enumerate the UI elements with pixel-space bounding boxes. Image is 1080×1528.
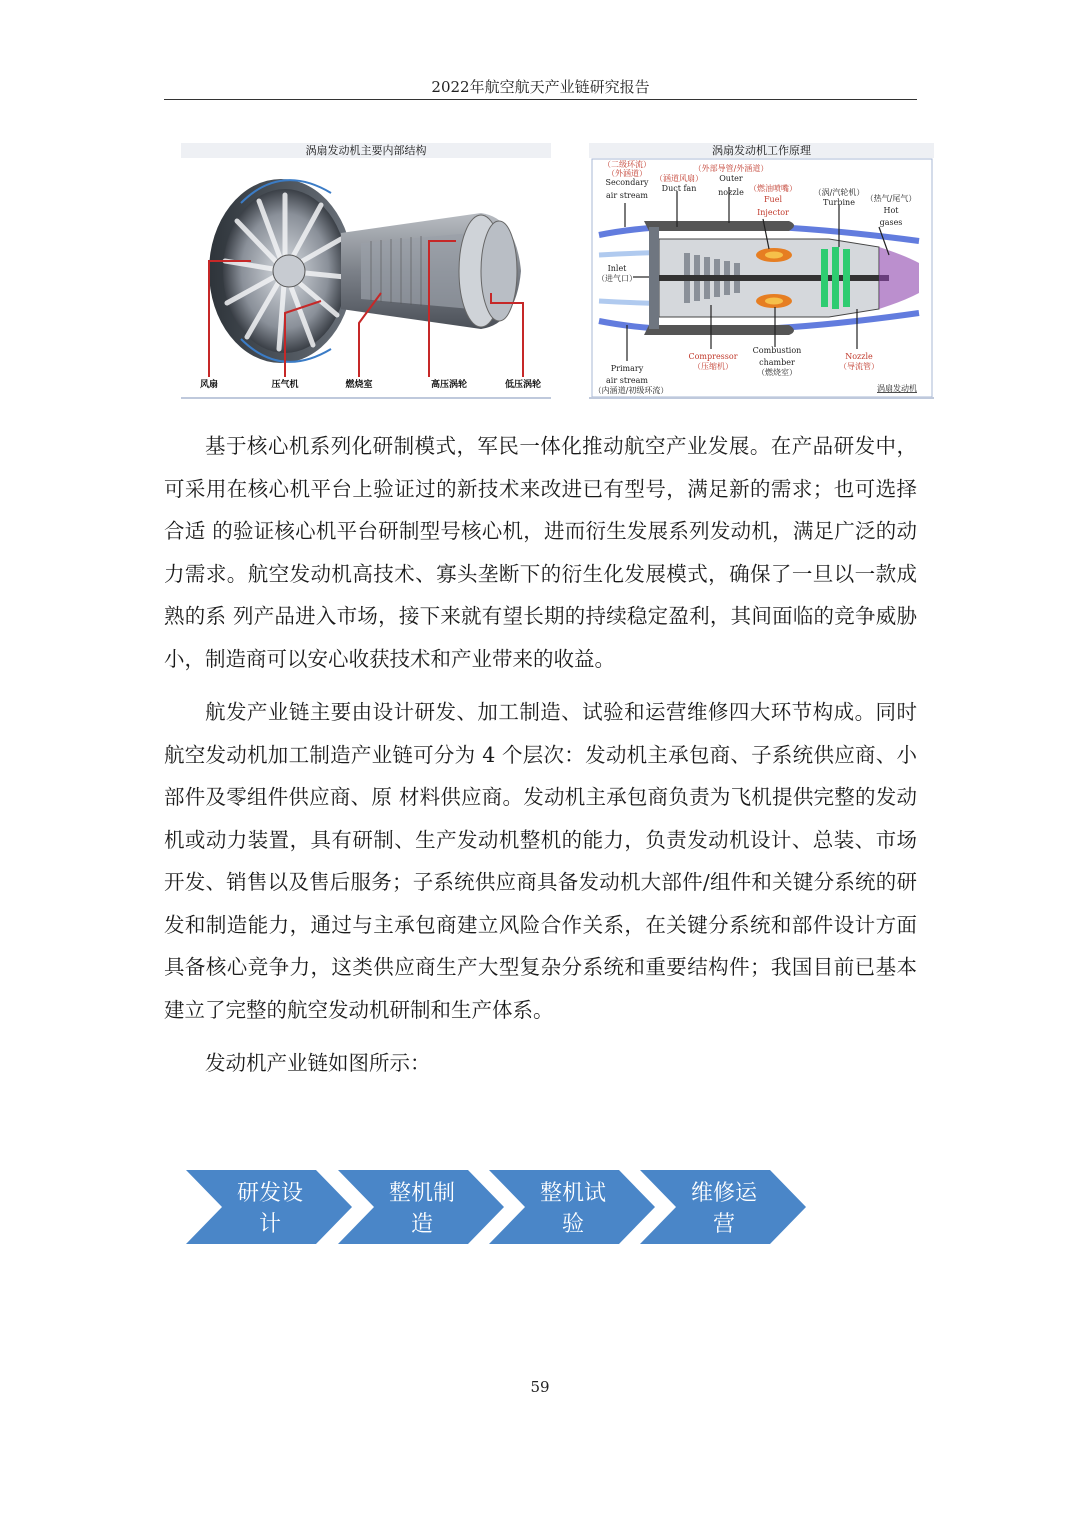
chain-step-3-line2: 验 bbox=[561, 1212, 585, 1237]
label-combustor: 燃烧室 bbox=[345, 380, 373, 390]
chain-step-1-line1: 研发设 bbox=[236, 1181, 304, 1206]
engine-principle-figure bbox=[589, 143, 934, 399]
paragraph-3: 发动机产业链如图所示： bbox=[205, 1051, 431, 1075]
combustion-cn: （燃烧室） bbox=[757, 368, 797, 377]
fuel-en1: Fuel bbox=[764, 195, 782, 204]
duct-en: Duct fan bbox=[661, 184, 697, 193]
turbine-cn: （涡/汽轮机） bbox=[813, 188, 865, 197]
inlet-cn: （进气口） bbox=[597, 274, 637, 283]
page-number: 59 bbox=[530, 1378, 550, 1396]
chain-step-3 bbox=[489, 1170, 655, 1244]
duct-cn: （涵道风扇） bbox=[655, 174, 703, 183]
nozzle2-en: Nozzle bbox=[845, 352, 873, 361]
secondary-en1: Secondary bbox=[605, 178, 649, 187]
figure-right-rule bbox=[589, 397, 934, 399]
outer-cn: （外部导管/外涵道） bbox=[693, 164, 769, 173]
chain-step-1-line2: 计 bbox=[258, 1212, 282, 1237]
nozzle2-cn: （导流管） bbox=[839, 362, 879, 371]
paragraph-2: 航发产业链主要由设计研发、加工制造、试验和运营维修四大环节构成。同时航空发动机加工制造产业链可分为 4 个层次：发动机主承包商、子系统供应商、小部件及零组件供应商、原 材料供应商。发动机主承包商负责为飞机提供完整的发动机或动力装置，具有研制、生产发动机整机的能力，负责发动机设计、总装、市场开发、销售以及售后服务；子系统供应商具备发动机大部件/组件和关键分系统的研发和制造能力，通过与主承包商建立风险合作关系，在关键分系统和部件设计方面具备核心竞争力，这类供应商生产大型复杂分系统和重要结构件；我国目前已基本建立了完整的航空发动机研制和生产体系。 bbox=[164, 700, 917, 1022]
fuel-en2: Injector bbox=[757, 208, 789, 217]
secondary-en2: air stream bbox=[606, 191, 648, 200]
fuel-cn: （燃油喷嘴） bbox=[749, 184, 797, 193]
compressor-en: Compressor bbox=[688, 352, 738, 361]
engine-structure-figure bbox=[181, 143, 551, 399]
outer-en: Outer bbox=[719, 174, 743, 183]
compressor-cn: （压缩机） bbox=[693, 362, 733, 371]
chain-step-4-line2: 营 bbox=[712, 1212, 736, 1237]
page-header: 2022年航空航天产业链研究报告 bbox=[431, 78, 650, 96]
engine-structure-illustration bbox=[181, 143, 551, 399]
paragraph-1: 基于核心机系列化研制模式，军民一体化推动航空产业发展。在产品研发中，可采用在核心机平台上验证过的新技术来改进已有型号，满足新的需求；也可选择合适 的验证核心机平台研制型号核心机，进而衍生发展系列发动机，满足广泛的动力需求。航空发动机高技术、寡头垄断下的衍生化发展模式，确保了一旦以一款成熟的系 列产品进入市场，接下来就有望长期的持续稳定盈利，其间面临的竞争威胁小，制造商可以安心收获技术和产业带来的收益。 bbox=[164, 434, 917, 671]
hot-en2: gases bbox=[879, 218, 903, 227]
engine-principle-diagram bbox=[589, 143, 934, 399]
combustion-en2: chamber bbox=[759, 358, 795, 367]
label-hp-turbine: 高压涡轮 bbox=[430, 380, 468, 390]
label-compressor: 压气机 bbox=[271, 380, 299, 390]
nozzle-en: nozzle bbox=[718, 188, 744, 197]
hot-en1: Hot bbox=[883, 206, 899, 215]
label-lp-turbine: 低压涡轮 bbox=[504, 380, 542, 390]
primary-en1: Primary bbox=[610, 364, 644, 373]
label-fan: 风扇 bbox=[199, 380, 219, 390]
chain-step-3-line1: 整机试 bbox=[539, 1181, 607, 1206]
turbine-en: Turbine bbox=[823, 198, 855, 207]
principle-caption: 涡扇发动机 bbox=[877, 384, 917, 393]
secondary-cn: （二级环流） bbox=[603, 160, 651, 169]
chain-step-2-line2: 造 bbox=[410, 1212, 434, 1237]
chain-step-1 bbox=[186, 1170, 352, 1244]
chain-step-4 bbox=[640, 1170, 806, 1244]
engine-principle-title: 涡扇发动机工作原理 bbox=[589, 143, 934, 158]
hot-cn: （热气/尾气） bbox=[865, 194, 917, 203]
primary-cn: （内涵道/初级环流） bbox=[593, 386, 669, 395]
primary-en2: air stream bbox=[606, 376, 648, 385]
header-rule bbox=[164, 99, 917, 100]
inlet-en: Inlet bbox=[607, 264, 627, 273]
chain-step-2 bbox=[338, 1170, 504, 1244]
secondary-cn2: （外涵道） bbox=[607, 169, 647, 178]
combustion-en1: Combustion bbox=[752, 346, 802, 355]
engine-structure-title: 涡扇发动机主要内部结构 bbox=[181, 143, 551, 158]
figure-left-rule bbox=[181, 397, 551, 399]
industry-chain-diagram bbox=[186, 1170, 808, 1244]
chain-step-2-line1: 整机制 bbox=[388, 1181, 456, 1206]
chain-step-4-line1: 维修运 bbox=[690, 1181, 758, 1206]
